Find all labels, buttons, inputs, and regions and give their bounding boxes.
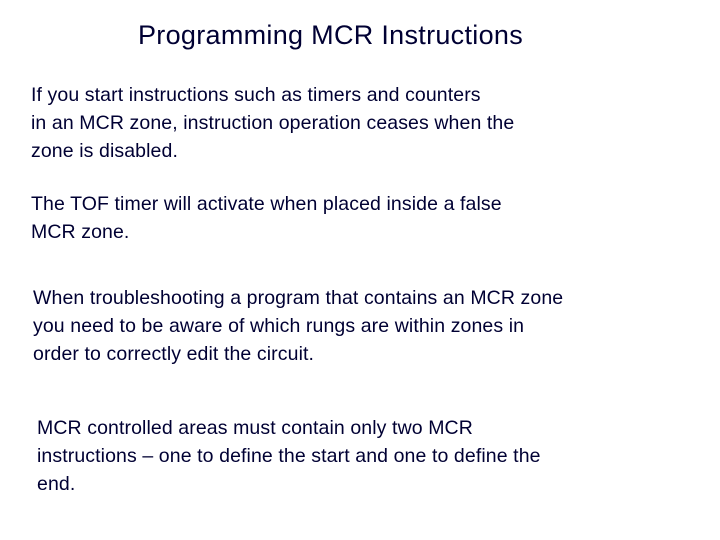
paragraph-line: zone is disabled. — [31, 140, 178, 162]
paragraph-line: instructions – one to define the start and one to define the — [37, 445, 541, 467]
paragraph-line: in an MCR zone, instruction operation ceases when the — [31, 112, 515, 134]
paragraph-line: order to correctly edit the circuit. — [33, 343, 315, 365]
paragraph-line: MCR zone. — [31, 221, 130, 243]
paragraph-line: MCR controlled areas must contain only two MCR — [37, 417, 473, 439]
paragraph-tof-timer — [31, 190, 502, 246]
paragraph-troubleshooting — [33, 284, 563, 368]
paragraph-line: When troubleshooting a program that contains an MCR zone — [33, 287, 564, 309]
slide-title: Programming MCR Instructions — [138, 20, 524, 50]
paragraph-mcr-zone-disabled — [31, 81, 514, 165]
paragraph-line: If you start instructions such as timers and counters — [31, 84, 481, 106]
paragraph-two-mcr-instructions — [37, 414, 541, 498]
paragraph-line: you need to be aware of which rungs are within zones in — [33, 315, 525, 337]
paragraph-line: end. — [37, 473, 76, 495]
paragraph-line: The TOF timer will activate when placed inside a false — [31, 193, 502, 215]
